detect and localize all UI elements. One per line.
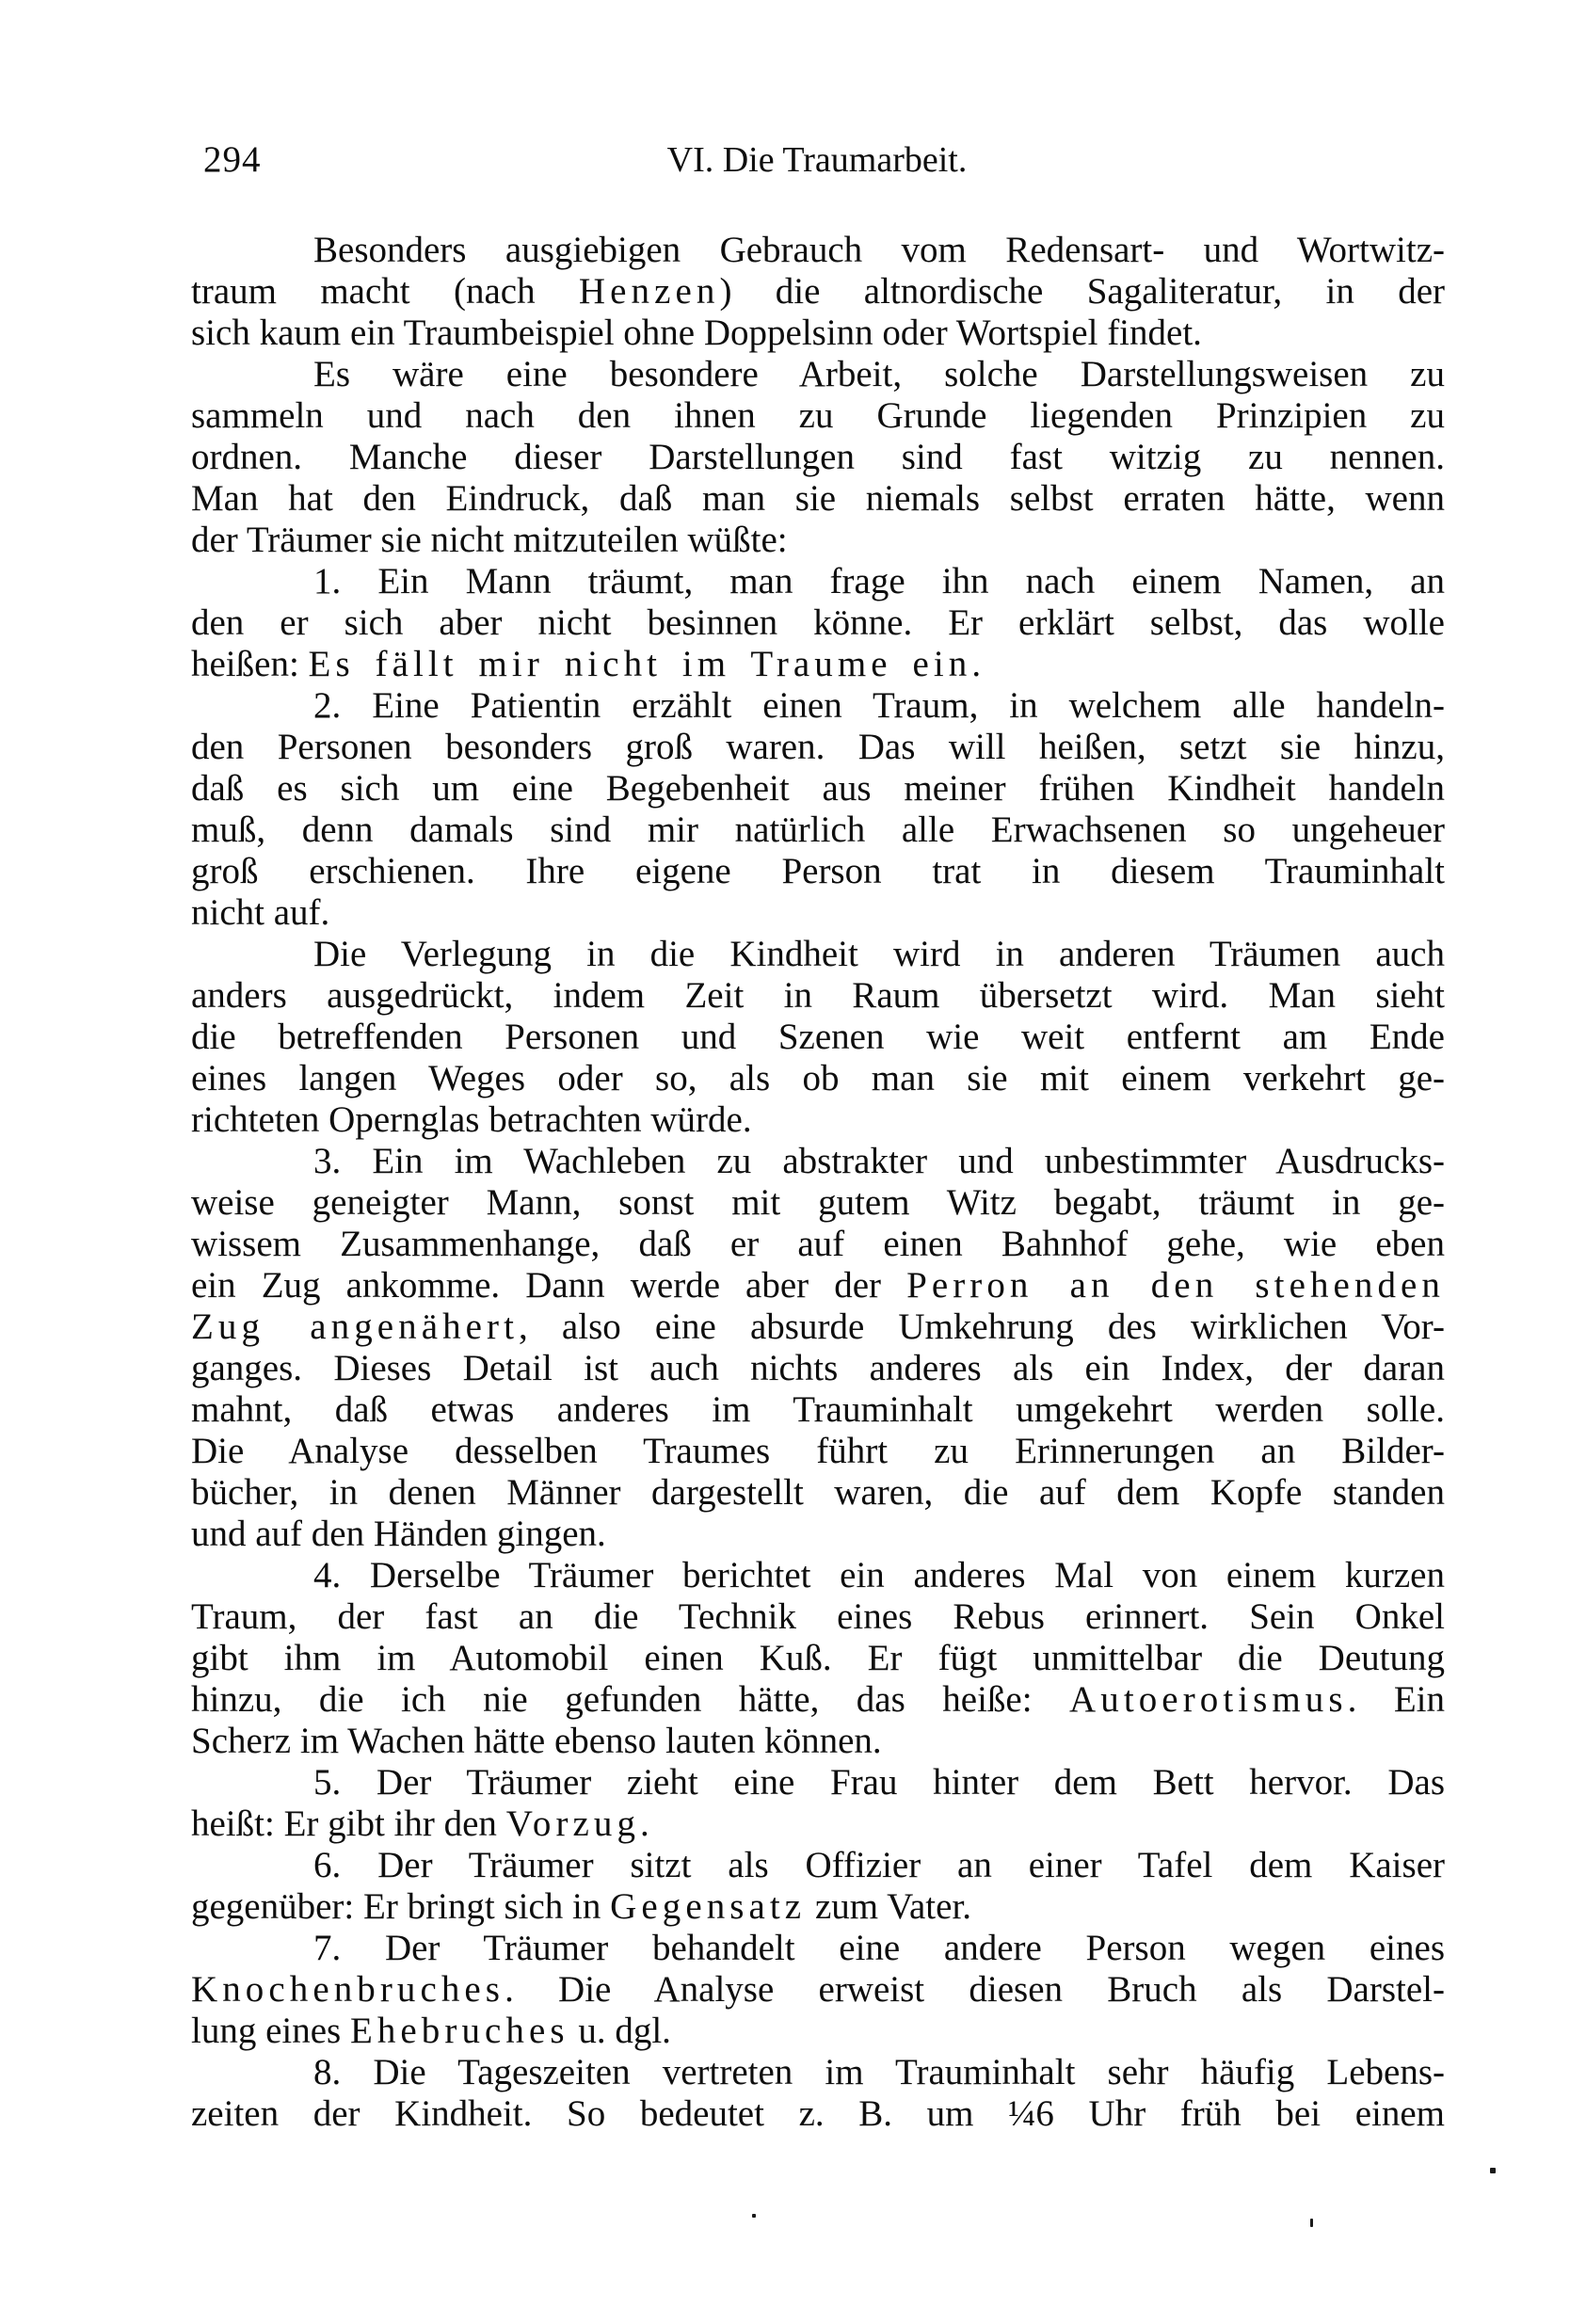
text-line <box>191 1224 1445 1265</box>
text-line <box>191 1886 1445 1928</box>
text-segment: 2. Eine Patientin erzählt einen Traum, in welchem alle handeln- <box>313 685 1445 726</box>
text-segment: ein Zug ankomme. Dann werde aber der <box>191 1265 907 1306</box>
text-line <box>191 1265 1445 1306</box>
text-line <box>191 602 1445 644</box>
text-segment: traum macht (nach <box>191 271 579 312</box>
emphasized-text: Henzen <box>578 271 720 312</box>
text-line <box>191 437 1445 478</box>
text-line <box>191 1058 1445 1099</box>
text-segment: 7. Der Träumer behandelt eine andere Person wegen eines <box>313 1928 1445 1968</box>
text-line <box>191 1721 1445 1762</box>
text-line <box>191 685 1445 727</box>
text-line <box>191 934 1445 975</box>
text-line <box>191 1431 1445 1472</box>
text-line <box>191 1389 1445 1431</box>
text-segment: der Träumer sie nicht mitzuteilen wüßte: <box>191 520 788 560</box>
text-segment: mahnt, daß etwas anderes im Trauminhalt umgekehrt werden solle. <box>191 1389 1445 1430</box>
text-segment: u. dgl. <box>569 2011 671 2051</box>
text-segment: den er sich aber nicht besinnen könne. Er erklärt selbst, das wolle <box>191 602 1445 643</box>
text-line <box>191 975 1445 1017</box>
text-segment: . Die Analyse erweist diesen Bruch als Darstel- <box>505 1969 1445 2010</box>
text-segment: ganges. Dieses Detail ist auch nichts anderes als ein Index, der daran <box>191 1348 1445 1388</box>
text-segment: ordnen. Manche dieser Darstellungen sind fast witzig zu nennen. <box>191 437 1445 477</box>
text-line <box>191 1762 1445 1803</box>
text-segment: lung eines <box>191 2011 350 2051</box>
text-segment: hinzu, die ich nie gefunden hätte, das heiße: <box>191 1679 1070 1720</box>
text-segment: 8. Die Tageszeiten vertreten im Trauminhalt sehr häufig Lebens- <box>313 2052 1445 2092</box>
text-line <box>191 230 1445 271</box>
text-line <box>191 478 1445 520</box>
text-segment: wissem Zusammenhange, daß er auf einen Bahnhof gehe, wie eben <box>191 1224 1445 1264</box>
emphasized-text: Zug angenähert <box>191 1306 520 1347</box>
text-line <box>191 354 1445 395</box>
text-segment: Die Verlegung in die Kindheit wird in anderen Träumen auch <box>313 934 1445 974</box>
text-line <box>191 1306 1445 1348</box>
text-segment: 6. Der Träumer sitzt als Offizier an einer Tafel dem Kaiser <box>313 1845 1445 1885</box>
body-text <box>191 230 1445 2135</box>
text-segment: heißt: Er gibt ihr den <box>191 1803 506 1844</box>
text-line <box>191 1348 1445 1389</box>
text-segment: . Ein <box>1347 1679 1445 1720</box>
scan-speck <box>1490 2168 1496 2173</box>
text-segment: Besonders ausgiebigen Gebrauch vom Redensart- und Wortwitz- <box>313 230 1445 270</box>
text-line <box>191 1638 1445 1679</box>
text-segment: heißen: <box>191 644 309 684</box>
text-line <box>191 395 1445 437</box>
text-segment: muß, denn damals sind mir natürlich alle Erwachsenen so ungeheuer <box>191 809 1445 850</box>
text-segment: Scherz im Wachen hätte ebenso lauten können. <box>191 1721 882 1761</box>
text-segment: den Personen besonders groß waren. Das will heißen, setzt sie hinzu, <box>191 727 1445 767</box>
text-segment: richteten Opernglas betrachten würde. <box>191 1099 752 1140</box>
page-number: 294 <box>203 139 262 180</box>
text-segment: daß es sich um eine Begebenheit aus meiner frühen Kindheit handeln <box>191 768 1445 809</box>
text-segment: 3. Ein im Wachleben zu abstrakter und unbestimmter Ausdrucks- <box>313 1141 1445 1181</box>
text-segment: eines langen Weges oder so, als ob man sie mit einem verkehrt ge- <box>191 1058 1445 1098</box>
text-segment: 5. Der Träumer zieht eine Frau hinter dem Bett hervor. Das <box>313 1762 1445 1803</box>
text-line <box>191 271 1445 313</box>
text-line <box>191 1555 1445 1596</box>
text-segment: sammeln und nach den ihnen zu Grunde liegenden Prinzipien zu <box>191 395 1445 436</box>
text-segment: Traum, der fast an die Technik eines Rebus erinnert. Sein Onkel <box>191 1596 1445 1637</box>
text-line <box>191 1514 1445 1555</box>
text-line <box>191 892 1445 934</box>
text-segment: , also eine absurde Umkehrung des wirklichen Vor- <box>519 1306 1445 1347</box>
text-line <box>191 1472 1445 1514</box>
emphasized-text: Knochenbruches <box>191 1969 505 2010</box>
text-segment: zum Vater. <box>806 1886 972 1927</box>
text-segment: Es wäre eine besondere Arbeit, solche Darstellungsweisen zu <box>313 354 1445 394</box>
text-segment: groß erschienen. Ihre eigene Person trat in diesem Trauminhalt <box>191 851 1445 891</box>
emphasized-text: Es fällt mir nicht im Traume ein. <box>308 644 986 684</box>
scan-speck <box>752 2214 756 2218</box>
emphasized-text: Perron an den stehenden <box>906 1265 1445 1306</box>
text-line <box>191 2052 1445 2093</box>
text-segment: weise geneigter Mann, sonst mit gutem Witz begabt, träumt in ge- <box>191 1182 1445 1223</box>
text-segment: 4. Derselbe Träumer berichtet ein anderes Mal von einem kurzen <box>313 1555 1445 1595</box>
emphasized-text: Gegensatz <box>610 1886 807 1927</box>
text-segment: bücher, in denen Männer dargestellt waren, die auf dem Kopfe standen <box>191 1472 1445 1513</box>
text-line <box>191 2093 1445 2135</box>
text-segment: anders ausgedrückt, indem Zeit in Raum übersetzt wird. Man sieht <box>191 975 1445 1016</box>
text-segment: und auf den Händen gingen. <box>191 1514 606 1554</box>
text-line <box>191 1845 1445 1886</box>
text-segment: gegenüber: Er bringt sich in <box>191 1886 611 1927</box>
text-line <box>191 561 1445 602</box>
text-line <box>191 1803 1445 1845</box>
text-line <box>191 644 1445 685</box>
text-segment: sich kaum ein Traumbeispiel ohne Doppelsinn oder Wortspiel findet. <box>191 313 1202 353</box>
text-line <box>191 520 1445 561</box>
text-line <box>191 1182 1445 1224</box>
text-line <box>191 1679 1445 1721</box>
text-segment: die betreffenden Personen und Szenen wie weit entfernt am Ende <box>191 1017 1445 1057</box>
text-segment: Die Analyse desselben Traumes führt zu Erinnerungen an Bilder- <box>191 1431 1445 1471</box>
text-line <box>191 851 1445 892</box>
text-line <box>191 1099 1445 1141</box>
text-segment: ) die altnordische Sagaliteratur, in der <box>719 271 1445 312</box>
text-segment: . <box>640 1803 649 1844</box>
text-line <box>191 1969 1445 2011</box>
emphasized-text: Autoerotismus <box>1069 1679 1348 1720</box>
text-segment: zeiten der Kindheit. So bedeutet z. B. um ¼6 Uhr früh bei einem <box>191 2093 1445 2134</box>
running-title: VI. Die Traumarbeit. <box>666 140 968 180</box>
emphasized-text: Vorzug <box>505 1803 641 1844</box>
text-segment: Man hat den Eindruck, daß man sie niemals selbst erraten hätte, wenn <box>191 478 1445 519</box>
text-segment: gibt ihm im Automobil einen Kuß. Er fügt unmittelbar die Deutung <box>191 1638 1445 1678</box>
emphasized-text: Ehebruches <box>349 2011 569 2051</box>
text-line <box>191 1141 1445 1182</box>
text-segment: nicht auf. <box>191 892 330 933</box>
text-line <box>191 1596 1445 1638</box>
text-line <box>191 1017 1445 1058</box>
scan-speck <box>1310 2219 1313 2227</box>
text-segment: 1. Ein Mann träumt, man frage ihn nach einem Namen, an <box>313 561 1445 601</box>
text-line <box>191 1928 1445 1969</box>
text-line <box>191 313 1445 354</box>
text-line <box>191 2011 1445 2052</box>
text-line <box>191 768 1445 809</box>
text-line <box>191 809 1445 851</box>
text-line <box>191 727 1445 768</box>
